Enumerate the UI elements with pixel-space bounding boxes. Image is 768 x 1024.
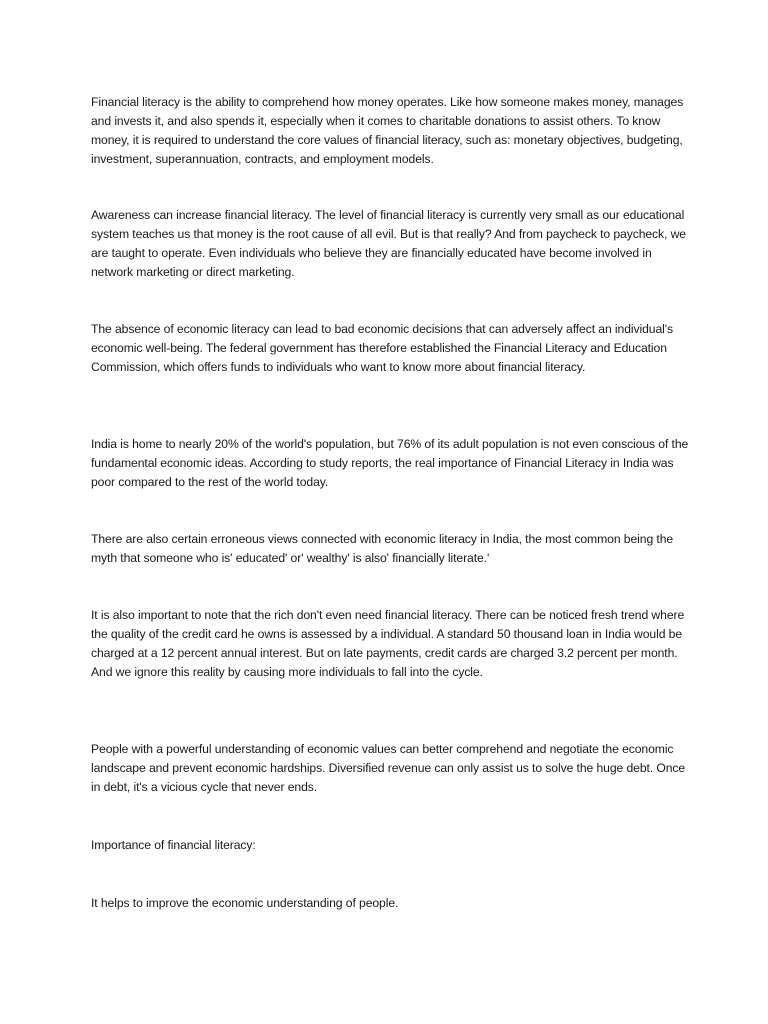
paragraph-economic-values: People with a powerful understanding of economic values can better comprehend and negotiate the economic landscape and prevent economic hardships. Diversified revenue can only assist us to solve the huge debt. Once in debt, it's a vicious cycle that never ends.: [91, 742, 686, 794]
paragraph-improve-understanding: It helps to improve the economic understanding of people.: [91, 896, 399, 910]
paragraph-awareness: Awareness can increase financial literacy. The level of financial literacy is currently very small as our educational system teaches us that money is the root cause of all evil. But is that really? And from paycheck to paycheck, we are taught to operate. Even individuals who believe they are financially educated have become involved in network marketing or direct marketing.: [91, 208, 686, 279]
paragraph-erroneous-views: There are also certain erroneous views connected with economic literacy in India, the most common being the myth that someone who is' educated' or' wealthy' is also' financially literate.': [91, 532, 674, 565]
paragraph-india-population: India is home to nearly 20% of the world's population, but 76% of its adult population is not even conscious of the fundamental economic ideas. According to study reports, the real importance of Financial Literacy in India was poor compared to the rest of the world today.: [91, 437, 689, 489]
paragraph-credit-cards: It is also important to note that the rich don't even need financial literacy. There can be noticed fresh trend where the quality of the credit card he owns is assessed by a individual. A standard 50 thousand loan in India would be charged at a 12 percent annual interest. But on late payments, credit cards are charged 3.2 percent per month. And we ignore this reality by causing more individuals to fall into the cycle.: [91, 608, 685, 679]
paragraph-absence: The absence of economic literacy can lead to bad economic decisions that can adversely affect an individual's economic well-being. The federal government has therefore established the Financial Literacy and Education Commission, which offers funds to individuals who want to know more about financial literacy.: [91, 322, 673, 374]
paragraph-definition: Financial literacy is the ability to comprehend how money operates. Like how someone makes money, manages and invests it, and also spends it, especially when it comes to charitable donations to assist others. To know money, it is required to understand the core values of financial literacy, such as: monetary objectives, budgeting, investment, superannuation, contracts, and employment models.: [91, 95, 684, 166]
section-heading-importance: Importance of financial literacy:: [91, 838, 256, 852]
